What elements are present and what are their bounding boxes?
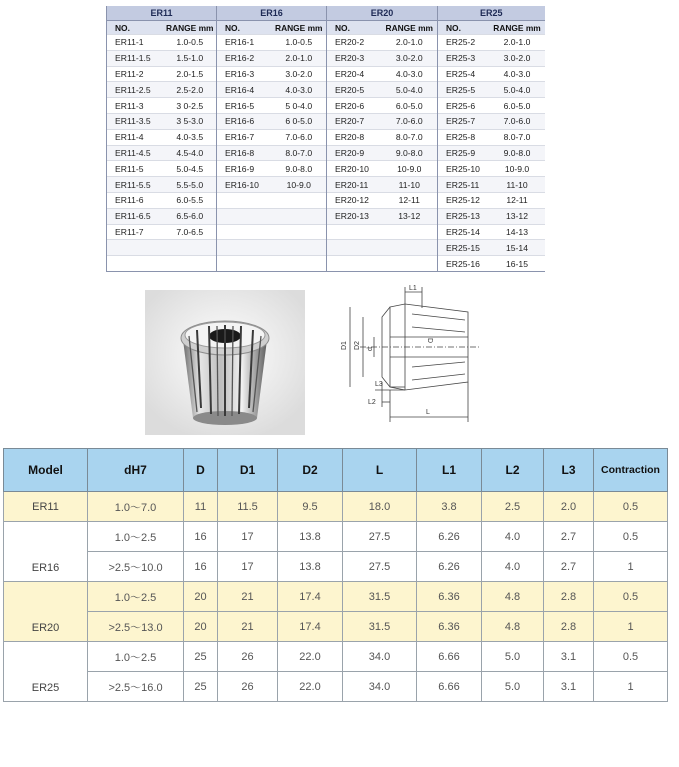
range-cell: 2.0-1.0 xyxy=(490,35,545,51)
range-cell xyxy=(272,208,327,224)
range-row xyxy=(107,129,545,145)
collet-number-cell: ER16-8 xyxy=(217,145,272,161)
collet-number-cell: ER25-14 xyxy=(438,224,490,240)
collet-number-cell: ER25-13 xyxy=(438,208,490,224)
range-cell: 6.0-5.0 xyxy=(490,98,545,114)
collet-range-table xyxy=(106,6,545,272)
spec-value-cell: 1.0～2.5 xyxy=(88,642,184,672)
spec-row xyxy=(4,642,668,672)
spec-row xyxy=(4,612,668,642)
range-cell: 4.0-3.5 xyxy=(164,129,217,145)
range-cell: 3 0-2.5 xyxy=(164,98,217,114)
spec-value-cell: 2.7 xyxy=(544,522,594,552)
spec-header-cell: L xyxy=(343,449,417,492)
range-cell: 10-9.0 xyxy=(382,161,438,177)
spec-value-cell: 5.0 xyxy=(482,672,544,702)
label-l3: L3 xyxy=(375,381,383,388)
range-cell: 6.0-5.0 xyxy=(382,98,438,114)
spec-value-cell: 1.0～2.5 xyxy=(88,582,184,612)
range-row xyxy=(107,66,545,82)
range-cell: 11-10 xyxy=(490,177,545,193)
model-cell: ER20 xyxy=(4,582,88,642)
spec-value-cell: 6.26 xyxy=(417,522,482,552)
spec-row xyxy=(4,492,668,522)
spec-value-cell: 27.5 xyxy=(343,522,417,552)
spec-value-cell: 6.66 xyxy=(417,642,482,672)
group-header-er25: ER25 xyxy=(438,6,545,21)
spec-value-cell: 4.0 xyxy=(482,522,544,552)
label-d2: D2 xyxy=(354,341,361,350)
collet-number-cell: ER25-12 xyxy=(438,192,490,208)
spec-header-cell: D2 xyxy=(278,449,343,492)
collet-number-cell: ER25-4 xyxy=(438,66,490,82)
collet-number-cell: ER25-10 xyxy=(438,161,490,177)
range-row xyxy=(107,113,545,129)
spec-value-cell: 4.8 xyxy=(482,582,544,612)
spec-value-cell: 18.0 xyxy=(343,492,417,522)
collet-number-cell xyxy=(327,224,382,240)
collet-number-cell: ER16-10 xyxy=(217,177,272,193)
spec-table-body xyxy=(4,492,668,702)
collet-number-cell: ER11-1.5 xyxy=(107,50,164,66)
spec-value-cell: 6.36 xyxy=(417,582,482,612)
col-range: RANGE mm xyxy=(272,21,327,35)
range-cell: 12-11 xyxy=(490,192,545,208)
range-cell: 7.0-6.0 xyxy=(382,113,438,129)
spec-value-cell: 6.66 xyxy=(417,672,482,702)
range-cell: 5 0-4.0 xyxy=(272,98,327,114)
collet-dimension-drawing xyxy=(330,282,490,432)
range-cell: 4.0-3.0 xyxy=(382,66,438,82)
range-cell: 16-15 xyxy=(490,256,545,272)
col-no: NO. xyxy=(327,21,382,35)
collet-photo xyxy=(145,290,305,435)
spec-value-cell: 3.1 xyxy=(544,642,594,672)
range-cell: 13-12 xyxy=(382,208,438,224)
range-cell: 4.0-3.0 xyxy=(490,66,545,82)
range-row xyxy=(107,35,545,51)
collet-number-cell: ER11-4 xyxy=(107,129,164,145)
spec-value-cell: 25 xyxy=(184,672,218,702)
collet-number-cell: ER11-2 xyxy=(107,66,164,82)
collet-number-cell: ER25-6 xyxy=(438,98,490,114)
spec-value-cell: 13.8 xyxy=(278,552,343,582)
collet-number-cell xyxy=(217,240,272,256)
collet-number-cell: ER20-10 xyxy=(327,161,382,177)
range-cell: 3.0-2.0 xyxy=(490,50,545,66)
collet-number-cell: ER16-3 xyxy=(217,66,272,82)
range-cell: 8.0-7.0 xyxy=(490,129,545,145)
range-cell: 1.0-0.5 xyxy=(164,35,217,51)
range-cell: 2.5-2.0 xyxy=(164,82,217,98)
range-cell: 13-12 xyxy=(490,208,545,224)
spec-value-cell: 20 xyxy=(184,582,218,612)
range-cell: 6.5-6.0 xyxy=(164,208,217,224)
range-cell: 3.0-2.0 xyxy=(272,66,327,82)
spec-value-cell: 11 xyxy=(184,492,218,522)
range-row xyxy=(107,240,545,256)
range-cell xyxy=(382,256,438,272)
collet-number-cell: ER20-9 xyxy=(327,145,382,161)
label-l1: L1 xyxy=(409,285,417,292)
spec-value-cell: 17 xyxy=(218,552,278,582)
collet-number-cell: ER16-4 xyxy=(217,82,272,98)
collet-number-cell: ER25-8 xyxy=(438,129,490,145)
group-header-er20: ER20 xyxy=(327,6,438,21)
collet-number-cell: ER11-6 xyxy=(107,192,164,208)
spec-value-cell: 31.5 xyxy=(343,582,417,612)
spec-header-cell: Contraction xyxy=(594,449,668,492)
collet-number-cell: ER16-5 xyxy=(217,98,272,114)
range-cell: 6.0-5.5 xyxy=(164,192,217,208)
range-cell: 1.5-1.0 xyxy=(164,50,217,66)
spec-value-cell: 0.5 xyxy=(594,492,668,522)
range-row xyxy=(107,98,545,114)
range-cell: 10-9.0 xyxy=(272,177,327,193)
collet-number-cell: ER25-9 xyxy=(438,145,490,161)
spec-value-cell: 5.0 xyxy=(482,642,544,672)
spec-row xyxy=(4,552,668,582)
range-cell: 8.0-7.0 xyxy=(382,129,438,145)
model-cell: ER25 xyxy=(4,642,88,702)
collet-number-cell: ER25-15 xyxy=(438,240,490,256)
spec-value-cell: 9.5 xyxy=(278,492,343,522)
col-range: RANGE mm xyxy=(490,21,545,35)
range-cell: 9.0-8.0 xyxy=(272,161,327,177)
label-l2: L2 xyxy=(368,399,376,406)
spec-value-cell: 17.4 xyxy=(278,612,343,642)
range-cell: 5.5-5.0 xyxy=(164,177,217,193)
spec-value-cell: 4.0 xyxy=(482,552,544,582)
spec-value-cell: 0.5 xyxy=(594,642,668,672)
range-cell: 2.0-1.0 xyxy=(272,50,327,66)
spec-value-cell: 21 xyxy=(218,582,278,612)
spec-value-cell: 2.5 xyxy=(482,492,544,522)
range-cell: 5.0-4.5 xyxy=(164,161,217,177)
range-cell: 3 5-3.0 xyxy=(164,113,217,129)
spec-header-cell: D1 xyxy=(218,449,278,492)
collet-number-cell: ER20-3 xyxy=(327,50,382,66)
range-cell xyxy=(382,224,438,240)
collet-number-cell: ER25-5 xyxy=(438,82,490,98)
spec-value-cell: 17 xyxy=(218,522,278,552)
range-cell: 7.0-6.0 xyxy=(272,129,327,145)
collet-number-cell: ER20-5 xyxy=(327,82,382,98)
range-cell: 7.0-6.5 xyxy=(164,224,217,240)
spec-value-cell: 22.0 xyxy=(278,642,343,672)
range-cell: 4.0-3.0 xyxy=(272,82,327,98)
spec-header-cell: dH7 xyxy=(88,449,184,492)
range-cell: 7.0-6.0 xyxy=(490,113,545,129)
collet-number-cell xyxy=(327,256,382,272)
range-cell: 6 0-5.0 xyxy=(272,113,327,129)
range-cell: 2.0-1.5 xyxy=(164,66,217,82)
spec-row xyxy=(4,582,668,612)
collet-number-cell: ER20-8 xyxy=(327,129,382,145)
col-no: NO. xyxy=(217,21,272,35)
range-row xyxy=(107,161,545,177)
spec-value-cell: 1.0～7.0 xyxy=(88,492,184,522)
spec-value-cell: 17.4 xyxy=(278,582,343,612)
range-cell: 9.0-8.0 xyxy=(490,145,545,161)
collet-number-cell xyxy=(217,224,272,240)
spec-value-cell: >2.5～13.0 xyxy=(88,612,184,642)
range-row xyxy=(107,256,545,272)
spec-value-cell: 6.26 xyxy=(417,552,482,582)
spec-value-cell: 20 xyxy=(184,612,218,642)
range-cell: 5.0-4.0 xyxy=(382,82,438,98)
collet-number-cell: ER16-1 xyxy=(217,35,272,51)
spec-row xyxy=(4,522,668,552)
range-row xyxy=(107,145,545,161)
range-cell xyxy=(164,240,217,256)
collet-number-cell: ER25-7 xyxy=(438,113,490,129)
range-cell xyxy=(272,256,327,272)
collet-number-cell: ER20-2 xyxy=(327,35,382,51)
range-cell: 8.0-7.0 xyxy=(272,145,327,161)
spec-value-cell: 4.8 xyxy=(482,612,544,642)
range-table-body xyxy=(107,35,545,272)
range-cell: 11-10 xyxy=(382,177,438,193)
spec-value-cell: 1 xyxy=(594,612,668,642)
range-cell xyxy=(272,240,327,256)
spec-value-cell: 16 xyxy=(184,522,218,552)
spec-value-cell: 16 xyxy=(184,552,218,582)
group-header-er11: ER11 xyxy=(107,6,217,21)
spec-value-cell: >2.5～16.0 xyxy=(88,672,184,702)
label-l: L xyxy=(426,409,430,416)
spec-value-cell: 6.36 xyxy=(417,612,482,642)
spec-value-cell: 0.5 xyxy=(594,522,668,552)
col-range: RANGE mm xyxy=(164,21,217,35)
spec-value-cell: >2.5～10.0 xyxy=(88,552,184,582)
collet-number-cell xyxy=(107,240,164,256)
collet-number-cell: ER11-4.5 xyxy=(107,145,164,161)
collet-number-cell: ER20-4 xyxy=(327,66,382,82)
collet-number-cell: ER11-5 xyxy=(107,161,164,177)
collet-number-cell: ER11-5.5 xyxy=(107,177,164,193)
spec-value-cell: 1 xyxy=(594,672,668,702)
spec-header-cell: Model xyxy=(4,449,88,492)
range-cell: 4.5-4.0 xyxy=(164,145,217,161)
col-no: NO. xyxy=(107,21,164,35)
label-d1: D1 xyxy=(341,341,348,350)
label-d: D xyxy=(426,338,433,344)
collet-number-cell xyxy=(327,240,382,256)
spec-value-cell: 2.7 xyxy=(544,552,594,582)
spec-value-cell: 27.5 xyxy=(343,552,417,582)
spec-value-cell: 2.8 xyxy=(544,612,594,642)
collet-number-cell: ER25-11 xyxy=(438,177,490,193)
collet-number-cell: ER25-2 xyxy=(438,35,490,51)
spec-header-cell: D xyxy=(184,449,218,492)
model-cell: ER11 xyxy=(4,492,88,522)
range-cell: 1.0-0.5 xyxy=(272,35,327,51)
collet-number-cell: ER11-6.5 xyxy=(107,208,164,224)
spec-header-cell: L3 xyxy=(544,449,594,492)
spec-value-cell: 1 xyxy=(594,552,668,582)
range-row xyxy=(107,82,545,98)
range-cell: 10-9.0 xyxy=(490,161,545,177)
spec-value-cell: 26 xyxy=(218,642,278,672)
range-cell xyxy=(272,192,327,208)
range-cell: 2.0-1.0 xyxy=(382,35,438,51)
spec-header-cell: L2 xyxy=(482,449,544,492)
range-cell: 5.0-4.0 xyxy=(490,82,545,98)
collet-number-cell xyxy=(217,208,272,224)
spec-value-cell: 26 xyxy=(218,672,278,702)
spec-value-cell: 31.5 xyxy=(343,612,417,642)
range-row xyxy=(107,50,545,66)
spec-value-cell: 2.8 xyxy=(544,582,594,612)
model-cell: ER16 xyxy=(4,522,88,582)
collet-number-cell: ER16-9 xyxy=(217,161,272,177)
spec-value-cell: 0.5 xyxy=(594,582,668,612)
range-cell xyxy=(382,240,438,256)
spec-value-cell: 2.0 xyxy=(544,492,594,522)
range-row xyxy=(107,208,545,224)
label-small-d: d xyxy=(367,347,374,351)
collet-number-cell: ER20-13 xyxy=(327,208,382,224)
spec-value-cell: 3.1 xyxy=(544,672,594,702)
collet-number-cell: ER20-6 xyxy=(327,98,382,114)
range-cell: 3.0-2.0 xyxy=(382,50,438,66)
spec-value-cell: 21 xyxy=(218,612,278,642)
group-header-er16: ER16 xyxy=(217,6,327,21)
spec-value-cell: 13.8 xyxy=(278,522,343,552)
range-row xyxy=(107,192,545,208)
range-cell xyxy=(164,256,217,272)
collet-number-cell xyxy=(107,256,164,272)
spec-header-row xyxy=(4,449,668,492)
spec-value-cell: 34.0 xyxy=(343,642,417,672)
spec-value-cell: 25 xyxy=(184,642,218,672)
collet-number-cell: ER16-7 xyxy=(217,129,272,145)
spec-header-cell: L1 xyxy=(417,449,482,492)
spec-value-cell: 34.0 xyxy=(343,672,417,702)
spec-value-cell: 3.8 xyxy=(417,492,482,522)
range-cell: 14-13 xyxy=(490,224,545,240)
range-cell: 9.0-8.0 xyxy=(382,145,438,161)
range-cell: 15-14 xyxy=(490,240,545,256)
collet-number-cell: ER20-7 xyxy=(327,113,382,129)
collet-number-cell: ER11-3.5 xyxy=(107,113,164,129)
collet-number-cell: ER16-2 xyxy=(217,50,272,66)
collet-number-cell: ER11-7 xyxy=(107,224,164,240)
col-range: RANGE mm xyxy=(382,21,438,35)
range-row xyxy=(107,224,545,240)
collet-number-cell: ER25-16 xyxy=(438,256,490,272)
spec-value-cell: 1.0～2.5 xyxy=(88,522,184,552)
collet-number-cell xyxy=(217,192,272,208)
collet-number-cell xyxy=(217,256,272,272)
collet-number-cell: ER25-3 xyxy=(438,50,490,66)
collet-number-cell: ER11-3 xyxy=(107,98,164,114)
col-no: NO. xyxy=(438,21,490,35)
collet-number-cell: ER16-6 xyxy=(217,113,272,129)
collet-spec-table xyxy=(3,448,668,702)
spec-row xyxy=(4,672,668,702)
spec-value-cell: 22.0 xyxy=(278,672,343,702)
range-cell: 12-11 xyxy=(382,192,438,208)
collet-number-cell: ER20-12 xyxy=(327,192,382,208)
collet-number-cell: ER11-1 xyxy=(107,35,164,51)
range-cell xyxy=(272,224,327,240)
collet-number-cell: ER20-11 xyxy=(327,177,382,193)
spec-value-cell: 11.5 xyxy=(218,492,278,522)
collet-number-cell: ER11-2.5 xyxy=(107,82,164,98)
range-row xyxy=(107,177,545,193)
